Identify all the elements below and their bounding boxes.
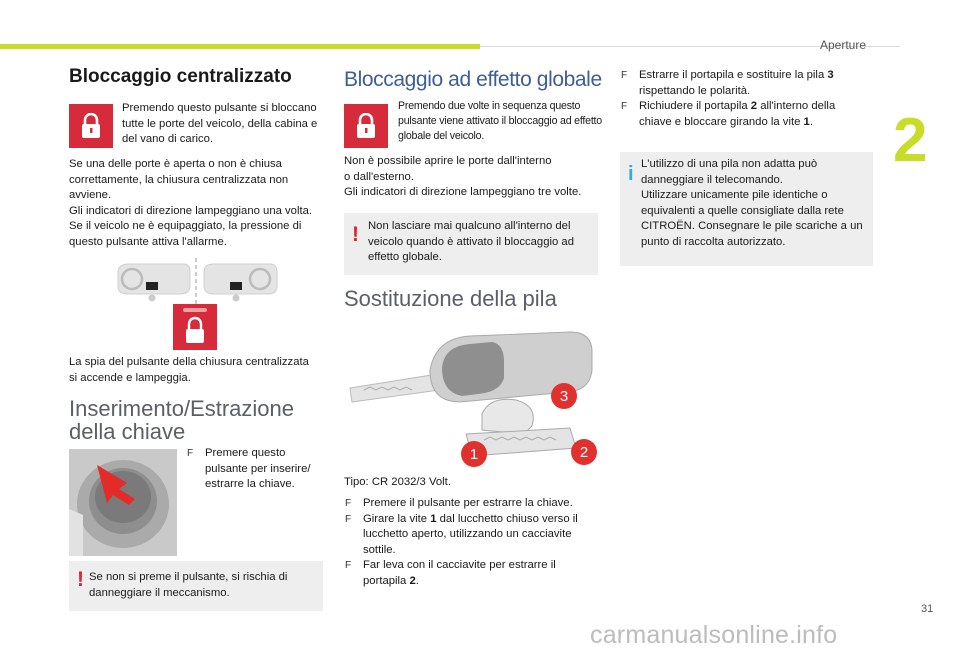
central-locking-para1: Se una delle porte è aperta o non è chiusa correttamente, la chiusura centralizzata non avviene.	[69, 158, 289, 202]
battery-step-4-text: Estrarre il portapila e sostituire la pila	[639, 69, 828, 81]
battery-step-5	[620, 99, 870, 130]
info-text	[641, 157, 869, 251]
title-key-insert-line1: Inserimento/Estrazione	[69, 396, 294, 421]
global-locking-para1b: o dall'esterno.	[344, 170, 414, 183]
padlock-icon	[80, 113, 102, 139]
battery-step-3-text: Far leva con il cacciavite per estrarre il portapila	[363, 559, 556, 587]
global-locking-para2: Gli indicatori di direzione lampeggiano tre volte.	[344, 186, 582, 199]
lock-button-icon	[69, 104, 113, 148]
info-text-1: L'utilizzo di una pila non adatta può danneggiare il telecomando.	[641, 158, 818, 186]
section-name: Aperture	[820, 38, 867, 52]
info-icon: i	[628, 163, 634, 185]
battery-step-2	[344, 512, 602, 559]
battery-step-5-ref: 2	[750, 100, 758, 113]
battery-step-1-text: Premere il pulsante per estrarre la chiave.	[363, 497, 573, 509]
battery-step-1	[344, 496, 602, 512]
warning-light-text: La spia del pulsante della chiusura centralizzata si accende e lampeggia.	[69, 356, 309, 384]
header-accent-bar	[0, 44, 480, 49]
info-text-2: Utilizzare unicamente pile identiche o equivalenti a quelle consigliate dalla rete CITROËN. Consegnare le pile scariche a un punto di raccolta autorizzato.	[641, 189, 863, 248]
central-locking-para2: Gli indicatori di direzione lampeggiano una volta.	[69, 204, 313, 217]
title-key-insert	[69, 397, 294, 443]
battery-steps	[344, 496, 602, 590]
battery-steps-continued	[620, 68, 870, 130]
battery-step-2-ref: 1	[430, 512, 437, 525]
battery-step-3-text-end: .	[415, 574, 419, 587]
global-locking-intro: Premendo due volte in sequenza questo pulsante viene attivato il bloccaggio ad effetto globale del veicolo.	[398, 100, 602, 143]
callout-badge-2: 2	[571, 439, 597, 465]
title-key-insert-line2: della chiave	[69, 419, 186, 444]
warning-box-global	[344, 213, 598, 275]
watermark: carmanualsonline.info	[590, 621, 838, 649]
battery-step-5-text-end: .	[809, 115, 813, 128]
warning-box-key	[69, 561, 323, 611]
page-number: 31	[921, 603, 934, 615]
battery-step-4	[620, 68, 870, 99]
title-global-locking: Bloccaggio ad effetto globale	[344, 68, 602, 91]
indicator-illustration	[110, 258, 285, 353]
central-locking-para3: Se il veicolo ne è equipaggiato, la pressione di questo pulsante attiva l'allarme.	[69, 220, 302, 248]
global-lock-button-icon	[344, 104, 388, 148]
chapter-number: 2	[893, 106, 928, 175]
battery-type: Tipo: CR 2032/3 Volt.	[344, 476, 451, 488]
central-locking-text	[69, 157, 327, 251]
global-locking-text	[344, 154, 602, 201]
warning-global-text: Non lasciare mai qualcuno all'interno del veicolo quando è attivato il bloccaggio ad effetto globale.	[368, 220, 574, 264]
central-locking-intro: Premendo questo pulsante si bloccano tutte le porte del veicolo, della cabina e del vano di carico.	[122, 102, 318, 146]
callout-badge-1: 1	[461, 441, 487, 467]
key-steps	[186, 446, 326, 493]
battery-step-3	[344, 558, 602, 589]
battery-step-5-ref-2: 1	[803, 115, 810, 128]
battery-step-2-text: Girare la vite	[363, 512, 431, 525]
warning-key-text: Se non si preme il pulsante, si rischia di danneggiare il meccanismo.	[89, 571, 288, 599]
global-locking-para1a: Non è possibile aprire le porte dall'interno	[344, 155, 552, 167]
battery-step-2-text-end: dal lucchetto chiuso verso il lucchetto aperto, utilizzando un cacciavite sottile.	[363, 512, 578, 556]
battery-step-5-text: Richiudere il portapila	[639, 100, 751, 113]
battery-step-5-text-mid: all'interno della chiave e bloccare girando la vite	[639, 100, 836, 128]
exclamation-icon: !	[352, 223, 359, 246]
info-box-battery	[620, 152, 873, 266]
battery-step-4-text-end: rispettando le polarità.	[639, 84, 751, 97]
key-step: F Premere questo pulsante per inserire/ estrarre la chiave.	[186, 446, 326, 493]
title-central-locking: Bloccaggio centralizzato	[69, 66, 292, 87]
title-battery: Sostituzione della pila	[344, 286, 557, 311]
battery-step-3-ref: 2	[409, 574, 416, 587]
key-fob-illustration	[69, 449, 177, 556]
battery-step-4-ref: 3	[827, 69, 834, 81]
callout-badge-3: 3	[551, 383, 577, 409]
padlock-icon	[355, 113, 377, 139]
exclamation-icon: !	[77, 568, 84, 591]
